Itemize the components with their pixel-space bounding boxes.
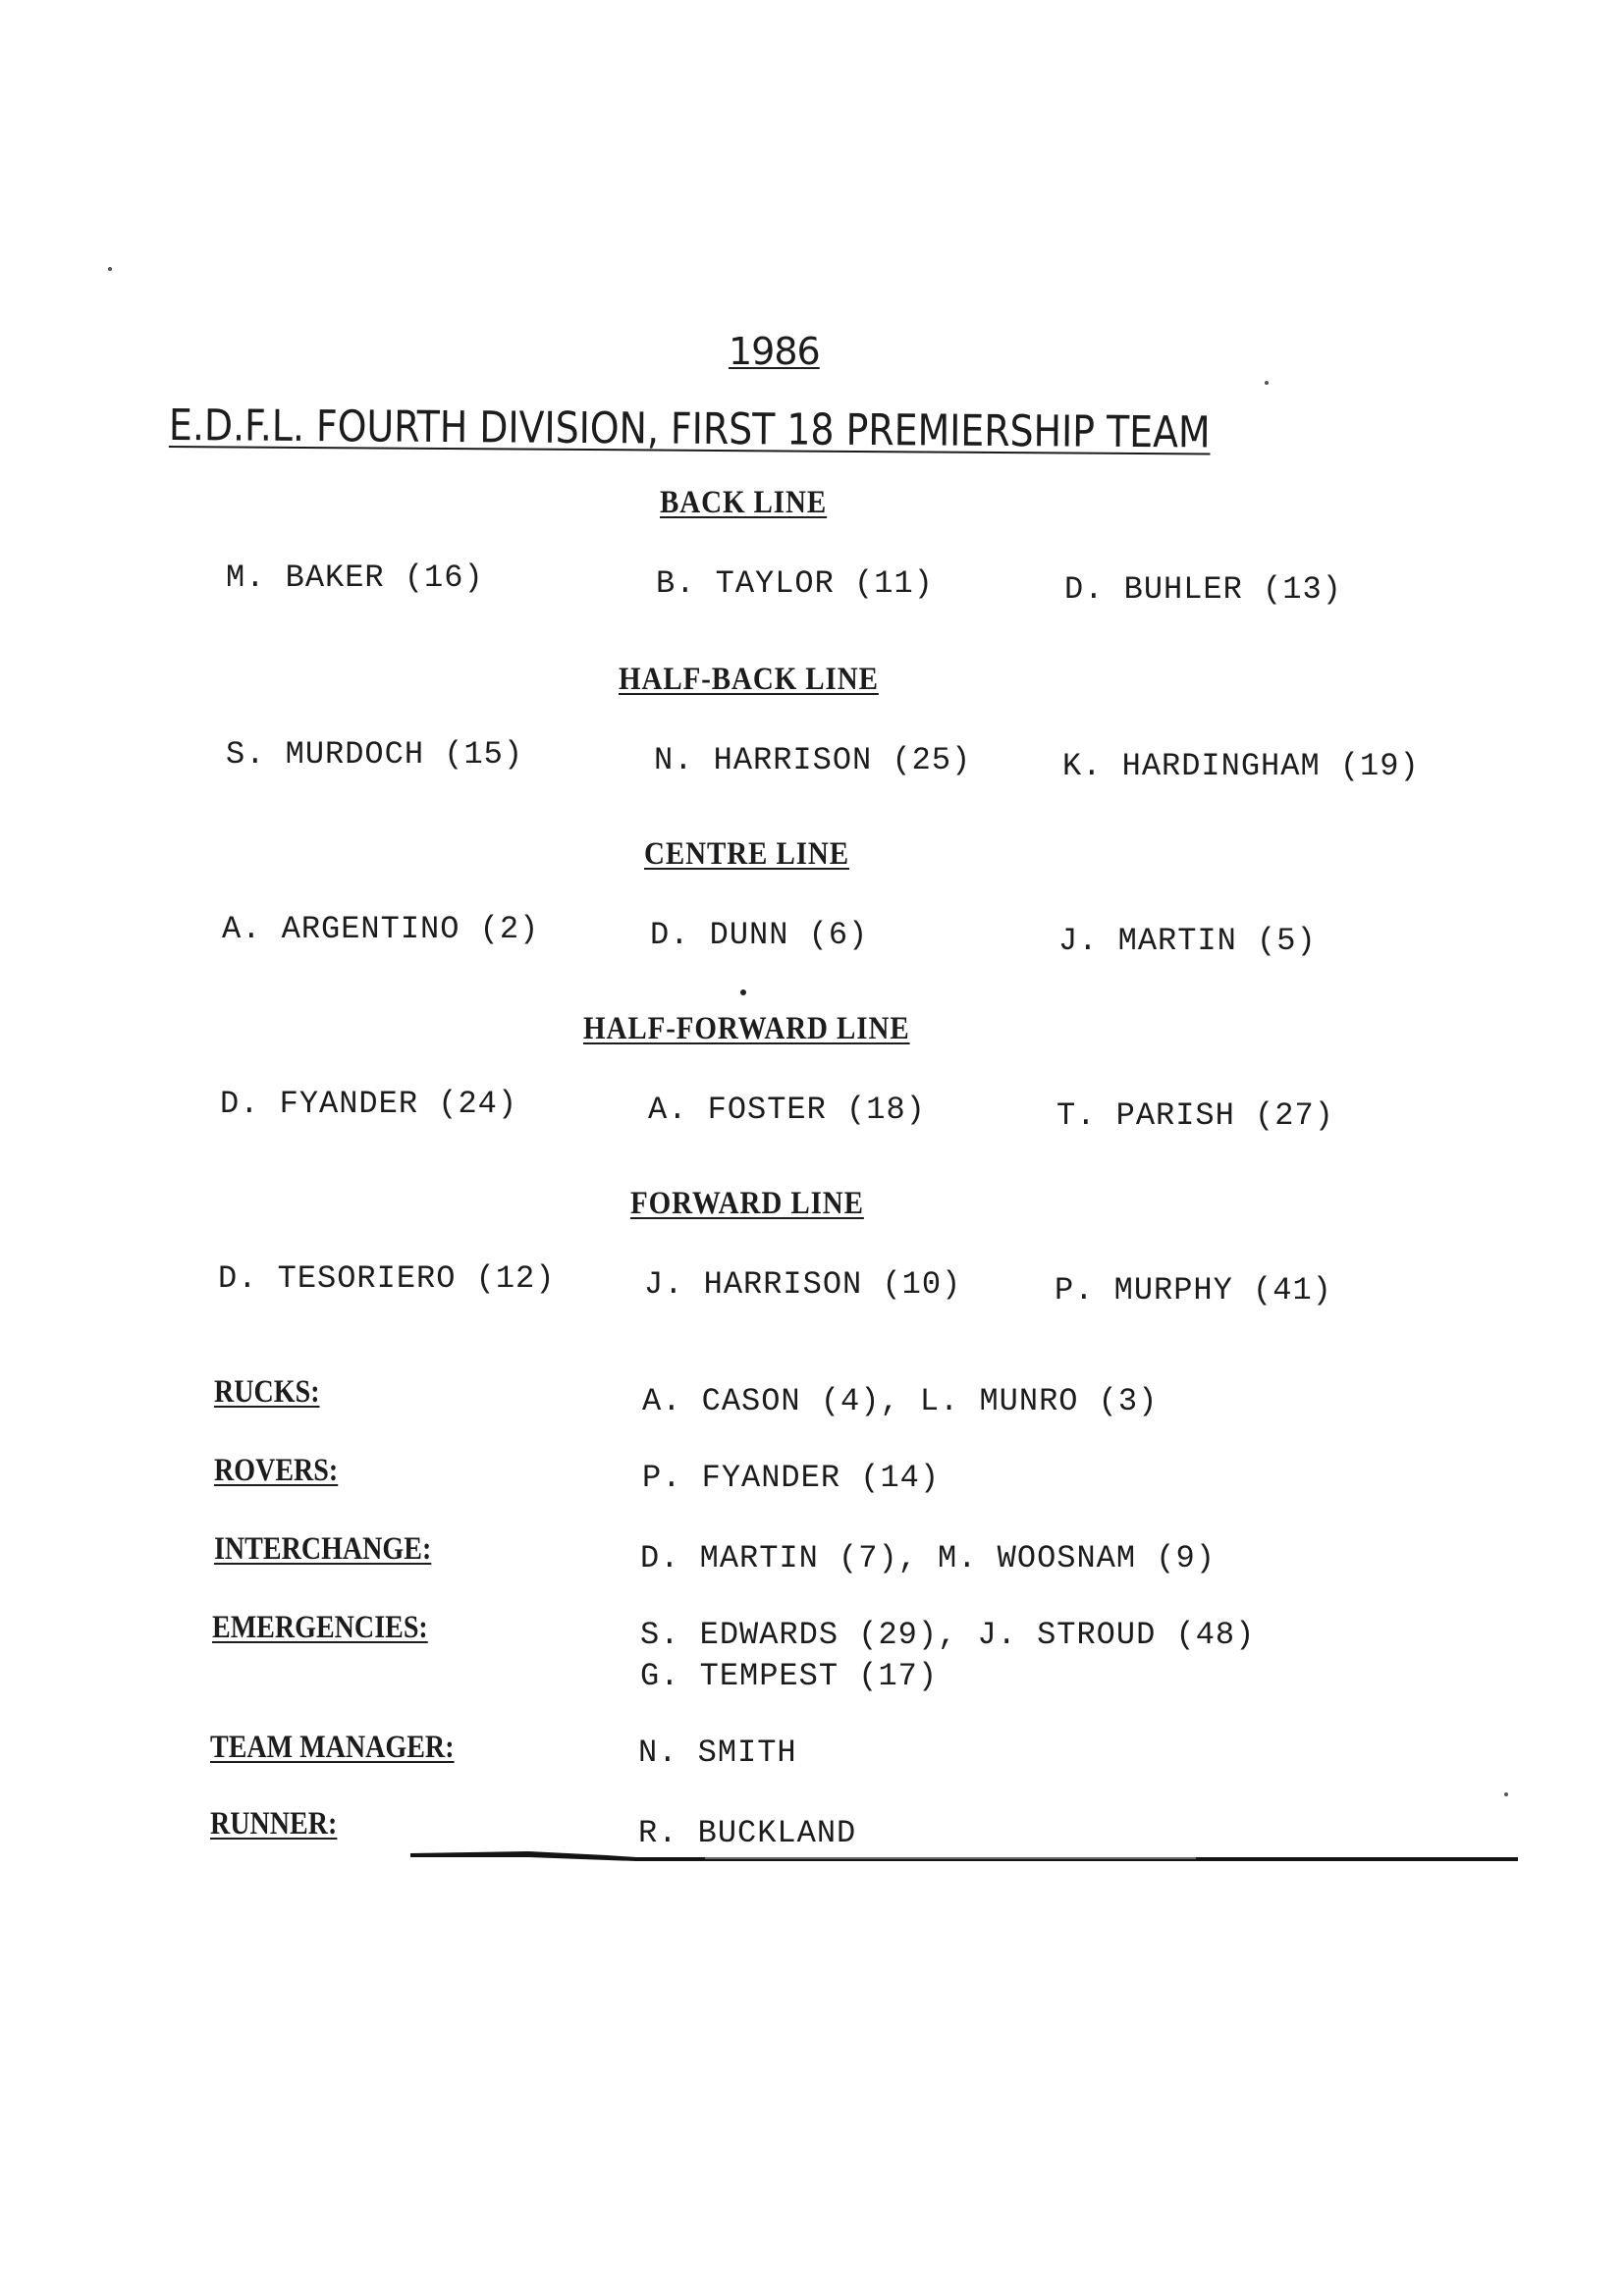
section-heading-forward-line: FORWARD LINE <box>630 1186 864 1221</box>
player-name: P. MURPHY (41) <box>1055 1272 1332 1308</box>
player-name: A. ARGENTINO (2) <box>222 911 540 947</box>
player-name: D. FYANDER (24) <box>220 1086 518 1122</box>
bottom-rule <box>410 1847 1518 1863</box>
section-heading-centre-line: CENTRE LINE <box>644 836 849 872</box>
role-label-runner: RUNNER: <box>210 1806 338 1842</box>
player-name: D. BUHLER (13) <box>1064 571 1342 608</box>
player-name: T. PARISH (27) <box>1056 1097 1334 1134</box>
role-label-team-manager: TEAM MANAGER: <box>210 1730 455 1765</box>
role-value-runner: R. BUCKLAND <box>638 1815 857 1851</box>
role-label-rovers: ROVERS: <box>214 1453 339 1488</box>
role-label-interchange: INTERCHANGE: <box>214 1531 432 1567</box>
role-label-emergencies: EMERGENCIES: <box>212 1610 428 1645</box>
role-value-rucks: A. CASON (4), L. MUNRO (3) <box>642 1383 1159 1419</box>
year-heading: 1986 <box>729 330 820 373</box>
scan-speck <box>1504 1792 1508 1796</box>
player-name: D. TESORIERO (12) <box>218 1260 556 1297</box>
section-heading-half-forward-line: HALF-FORWARD LINE <box>583 1011 910 1046</box>
player-name: J. HARRISON (10) <box>644 1266 962 1303</box>
section-heading-back-line: BACK LINE <box>660 485 828 520</box>
page-title: E.D.F.L. FOURTH DIVISION, FIRST 18 PREMIERSHIP TEAM <box>168 400 1211 458</box>
player-name: M. BAKER (16) <box>226 560 484 596</box>
player-name: J. MARTIN (5) <box>1058 923 1317 959</box>
section-heading-half-back-line: HALF-BACK LINE <box>619 662 879 697</box>
scan-speck <box>108 267 112 271</box>
scan-speck <box>1265 381 1269 385</box>
player-name: A. FOSTER (18) <box>648 1092 926 1128</box>
role-value-emergencies-2: G. TEMPEST (17) <box>640 1658 939 1694</box>
role-value-rovers: P. FYANDER (14) <box>642 1460 941 1496</box>
player-name: S. MURDOCH (15) <box>226 736 524 773</box>
role-label-rucks: RUCKS: <box>214 1374 320 1410</box>
role-value-interchange: D. MARTIN (7), M. WOOSNAM (9) <box>640 1540 1216 1576</box>
player-name: D. DUNN (6) <box>650 917 869 953</box>
scan-speck <box>740 989 746 995</box>
role-value-team-manager: N. SMITH <box>638 1735 797 1771</box>
player-name: N. HARRISON (25) <box>654 742 972 778</box>
player-name: K. HARDINGHAM (19) <box>1062 748 1420 784</box>
role-value-emergencies: S. EDWARDS (29), J. STROUD (48) <box>640 1617 1256 1653</box>
player-name: B. TAYLOR (11) <box>656 565 934 602</box>
